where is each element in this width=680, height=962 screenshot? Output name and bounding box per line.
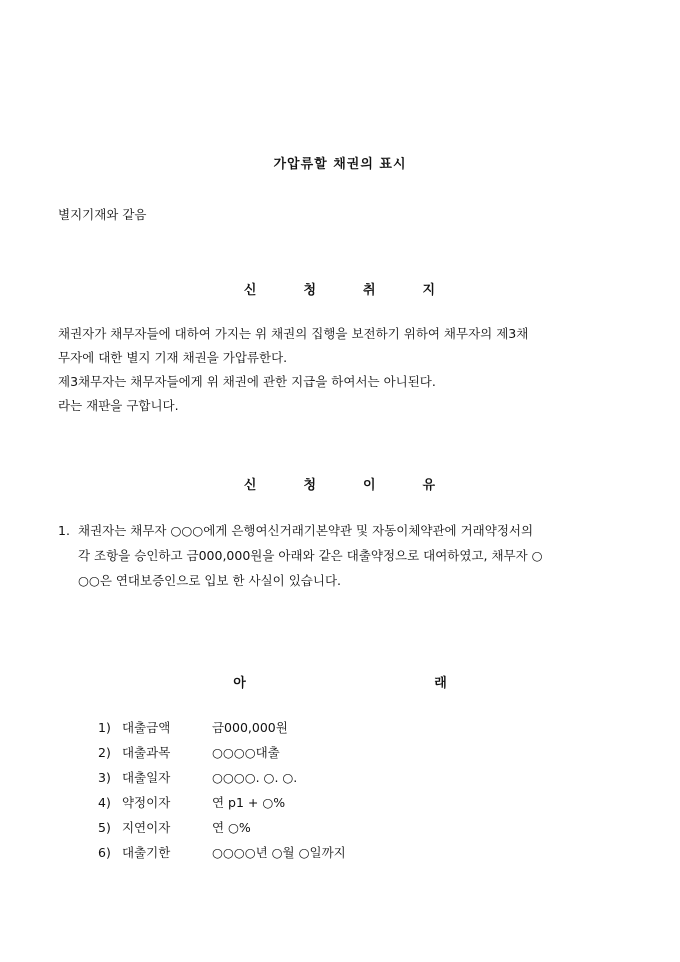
purpose-heading	[0, 279, 680, 298]
loan-detail-label: 대출과목	[121, 745, 171, 760]
loan-detail-number: 4)	[98, 795, 111, 810]
reason-heading-char: 이	[362, 478, 377, 493]
loan-detail-row	[98, 715, 498, 740]
purpose-heading-char: 지	[422, 283, 437, 298]
reason-line: ○○은 연대보증인으로 입보 한 사실이 있습니다.	[78, 573, 342, 588]
loan-detail-number: 5)	[98, 820, 111, 835]
loan-detail-value: ○○○○대출	[211, 745, 280, 760]
reason-item-body	[78, 518, 638, 593]
reason-heading	[0, 474, 680, 493]
purpose-heading-char: 취	[362, 283, 377, 298]
purpose-line: 채권자가 채무자들에 대하여 가지는 위 채권의 집행을 보전하기 위하여 채무자의 제3채	[58, 326, 529, 341]
reason-heading-char: 유	[422, 478, 437, 493]
below-heading-char: 아	[233, 676, 246, 691]
loan-detail-row	[98, 840, 498, 865]
purpose-line: 라는 재판을 구합니다.	[58, 398, 179, 413]
loan-detail-value: ○○○○년 ○월 ○일까지	[211, 845, 346, 860]
reason-line: 각 조항을 승인하고 금000,000원을 아래와 같은 대출약정으로 대여하였고, 채무자 ○	[78, 548, 543, 563]
loan-detail-label: 대출기한	[121, 845, 171, 860]
loan-detail-number: 6)	[98, 845, 111, 860]
loan-detail-number: 3)	[98, 770, 111, 785]
document-title: 가압류할 채권의 표시	[273, 157, 407, 172]
loan-detail-row	[98, 815, 498, 840]
purpose-heading-char: 청	[303, 283, 318, 298]
reason-line: 채권자는 채무자 ○○○에게 은행여신거래기본약관 및 자동이체약관에 거래약정서의	[78, 523, 534, 538]
loan-detail-row	[98, 790, 498, 815]
purpose-text	[58, 322, 633, 418]
loan-detail-value: 금000,000원	[211, 720, 288, 735]
loan-details-list	[98, 715, 498, 865]
loan-detail-label: 약정이자	[121, 795, 171, 810]
loan-detail-value: ○○○○. ○. ○.	[211, 770, 298, 785]
purpose-line: 무자에 대한 별지 기재 채권을 가압류한다.	[58, 350, 288, 365]
reason-heading-char: 신	[243, 478, 258, 493]
loan-detail-row	[98, 765, 498, 790]
below-heading-char: 래	[434, 676, 447, 691]
loan-detail-row	[98, 740, 498, 765]
purpose-line: 제3채무자는 채무자들에게 위 채권에 관한 지급을 하여서는 아니된다.	[58, 374, 436, 389]
loan-detail-label: 대출일자	[121, 770, 171, 785]
reason-item-1	[58, 518, 638, 593]
purpose-heading-char: 신	[243, 283, 258, 298]
loan-detail-value: 연 p1 + ○%	[211, 795, 286, 810]
loan-detail-label: 지연이자	[121, 820, 171, 835]
reason-item-number: 1.	[58, 523, 70, 538]
loan-detail-value: 연 ○%	[211, 820, 251, 835]
reason-heading-char: 청	[303, 478, 318, 493]
attachment-note: 별지기재와 같음	[58, 207, 147, 222]
loan-detail-number: 1)	[98, 720, 111, 735]
below-heading	[0, 672, 680, 691]
loan-detail-number: 2)	[98, 745, 111, 760]
loan-detail-label: 대출금액	[121, 720, 171, 735]
